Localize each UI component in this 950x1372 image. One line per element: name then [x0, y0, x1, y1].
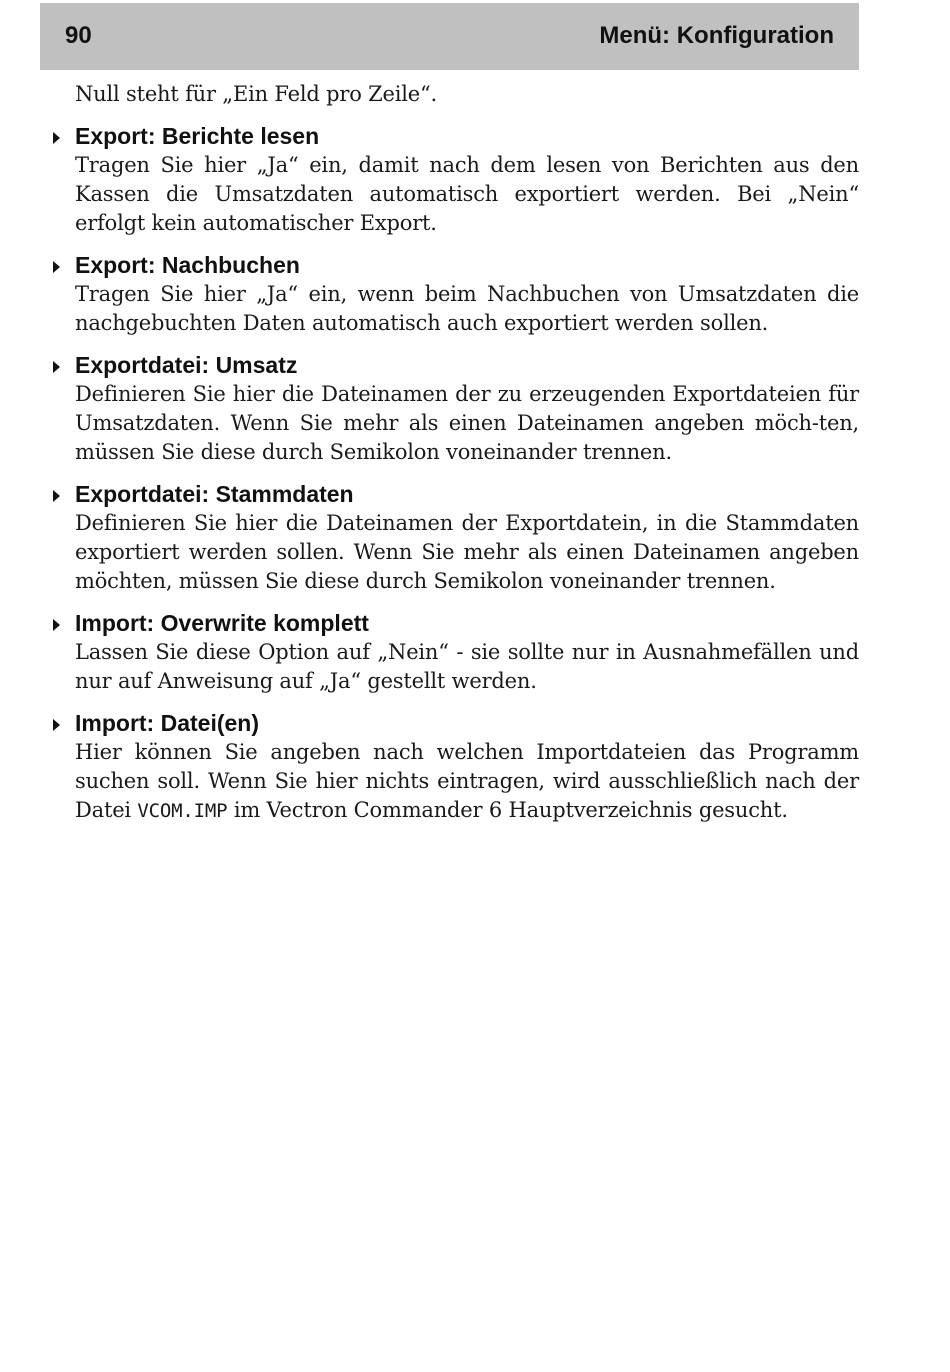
- entry-term: Exportdatei: Stammdaten: [75, 481, 354, 507]
- entry-description: [75, 738, 859, 826]
- entry-term: Export: Berichte lesen: [75, 123, 320, 149]
- bullet-triangle-icon: [53, 132, 60, 144]
- entry-term: Import: Overwrite komplett: [75, 610, 369, 636]
- bullet-triangle-icon: [53, 619, 60, 631]
- page-content: [75, 80, 859, 839]
- bullet-triangle-icon: [53, 361, 60, 373]
- entry-description: Tragen Sie hier „Ja“ ein, damit nach dem lesen von Berichten aus den Kassen die Umsatzdaten automatisch exportiert werden. Bei „Nein“ erfolgt kein automatischer Export.: [75, 153, 859, 235]
- entry-exportdatei-stammdaten: [75, 480, 859, 596]
- page-header: [40, 3, 859, 70]
- entry-export-nachbuchen: [75, 251, 859, 338]
- entry-import-overwrite-komplett: [75, 609, 859, 696]
- entry-exportdatei-umsatz: [75, 351, 859, 467]
- entry-term: Import: Datei(en): [75, 710, 259, 736]
- entry-description: Lassen Sie diese Option auf „Nein“ - sie sollte nur in Ausnahmefällen und nur auf Anweisung auf „Ja“ gestellt werden.: [75, 640, 859, 693]
- entry-term: Export: Nachbuchen: [75, 252, 300, 278]
- entry-description: Tragen Sie hier „Ja“ ein, wenn beim Nachbuchen von Umsatzdaten die nachgebuchten Daten automatisch auch exportiert werden sollen.: [75, 282, 859, 335]
- bullet-triangle-icon: [53, 261, 60, 273]
- entry-text-before: Hier können Sie angeben nach welchen Importdateien das Programm suchen soll. Wenn Sie hier nichts eintragen, wird ausschließlich nach der Datei: [75, 740, 859, 822]
- entry-term: Exportdatei: Umsatz: [75, 352, 298, 378]
- bullet-triangle-icon: [53, 490, 60, 502]
- entry-export-berichte-lesen: [75, 122, 859, 238]
- section-title: Menü: Konfiguration: [599, 22, 834, 49]
- entry-text-after: im Vectron Commander 6 Hauptverzeichnis gesucht.: [227, 798, 788, 822]
- entry-description: Definieren Sie hier die Dateinamen der Exportdatein, in die Stammdaten exportiert werden sollen. Wenn Sie mehr als einen Dateinamen angeben möchten, müssen Sie diese durch Semikolon voneinander trennen.: [75, 511, 859, 593]
- filename-code: VCOM.IMP: [137, 800, 228, 822]
- bullet-triangle-icon: [53, 719, 60, 731]
- intro-paragraph: Null steht für „Ein Feld pro Zeile“.: [75, 82, 438, 106]
- entry-import-dateien: [75, 709, 859, 826]
- entry-description: Definieren Sie hier die Dateinamen der zu erzeugenden Exportdateien für Umsatzdaten. Wenn Sie mehr als einen Dateinamen angeben möch-ten, müssen Sie diese durch Semikolon voneinander trennen.: [75, 382, 859, 464]
- page-number: 90: [65, 22, 92, 49]
